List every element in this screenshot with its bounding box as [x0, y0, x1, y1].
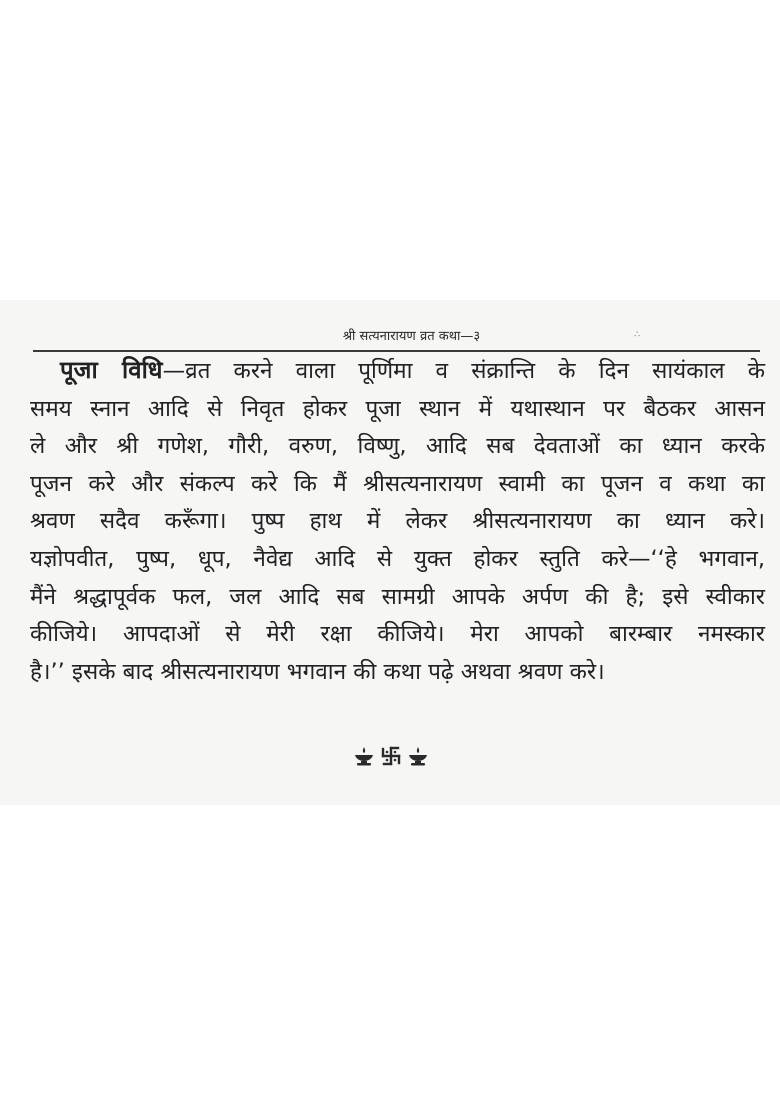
- text-line-4: पूजन करे और संकल्प करे कि मैं श्रीसत्यनारायण स्वामी का पूजन व कथा का: [30, 470, 765, 497]
- text-line-6: यज्ञोपवीत, पुष्प, धूप, नैवेद्य आदि से युक्त होकर स्तुति करे—‘‘हे भगवान,: [30, 545, 765, 572]
- text-line-5: श्रवण सदैव करूँगा। पुष्प हाथ में लेकर श्रीसत्यनारायण का ध्यान करे।: [30, 508, 765, 535]
- swastika-icon: [380, 745, 402, 767]
- heading-dash: —: [162, 358, 186, 384]
- text-line-3: ले और श्री गणेश, गौरी, वरुण, विष्णु, आदि सब देवताओं का ध्यान करके: [30, 433, 765, 460]
- section-heading: पूजा विधि: [60, 356, 163, 384]
- text-line-7: मैंने श्रद्धापूर्वक फल, जल आदि सब सामग्री आपके अर्पण की है; इसे स्वीकार: [30, 583, 765, 610]
- text-line-2: समय स्नान आदि से निवृत होकर पूजा स्थान में यथास्थान पर बैठकर आसन: [30, 395, 765, 422]
- page-mark: ∴: [634, 330, 640, 340]
- running-head: [33, 326, 760, 352]
- end-ornament: [353, 743, 429, 769]
- section-body: [30, 352, 765, 691]
- text-line-8: कीजिये। आपदाओं से मेरी रक्षा कीजिये। मेरा आपको बारम्बार नमस्कार: [30, 621, 765, 648]
- text-line-1: पूजा विधि—व्रत करने वाला पूर्णिमा व संक्रान्ति के दिन सायंकाल के: [60, 356, 765, 384]
- text-line-9: है।’’ इसके बाद श्रीसत्यनारायण भगवान की कथा पढ़े अथवा श्रवण करे।: [30, 658, 605, 685]
- running-head-title: श्री सत्यनारायण व्रत कथा—३: [342, 329, 481, 344]
- oil-lamp-icon: [353, 746, 375, 766]
- oil-lamp-icon: [407, 746, 429, 766]
